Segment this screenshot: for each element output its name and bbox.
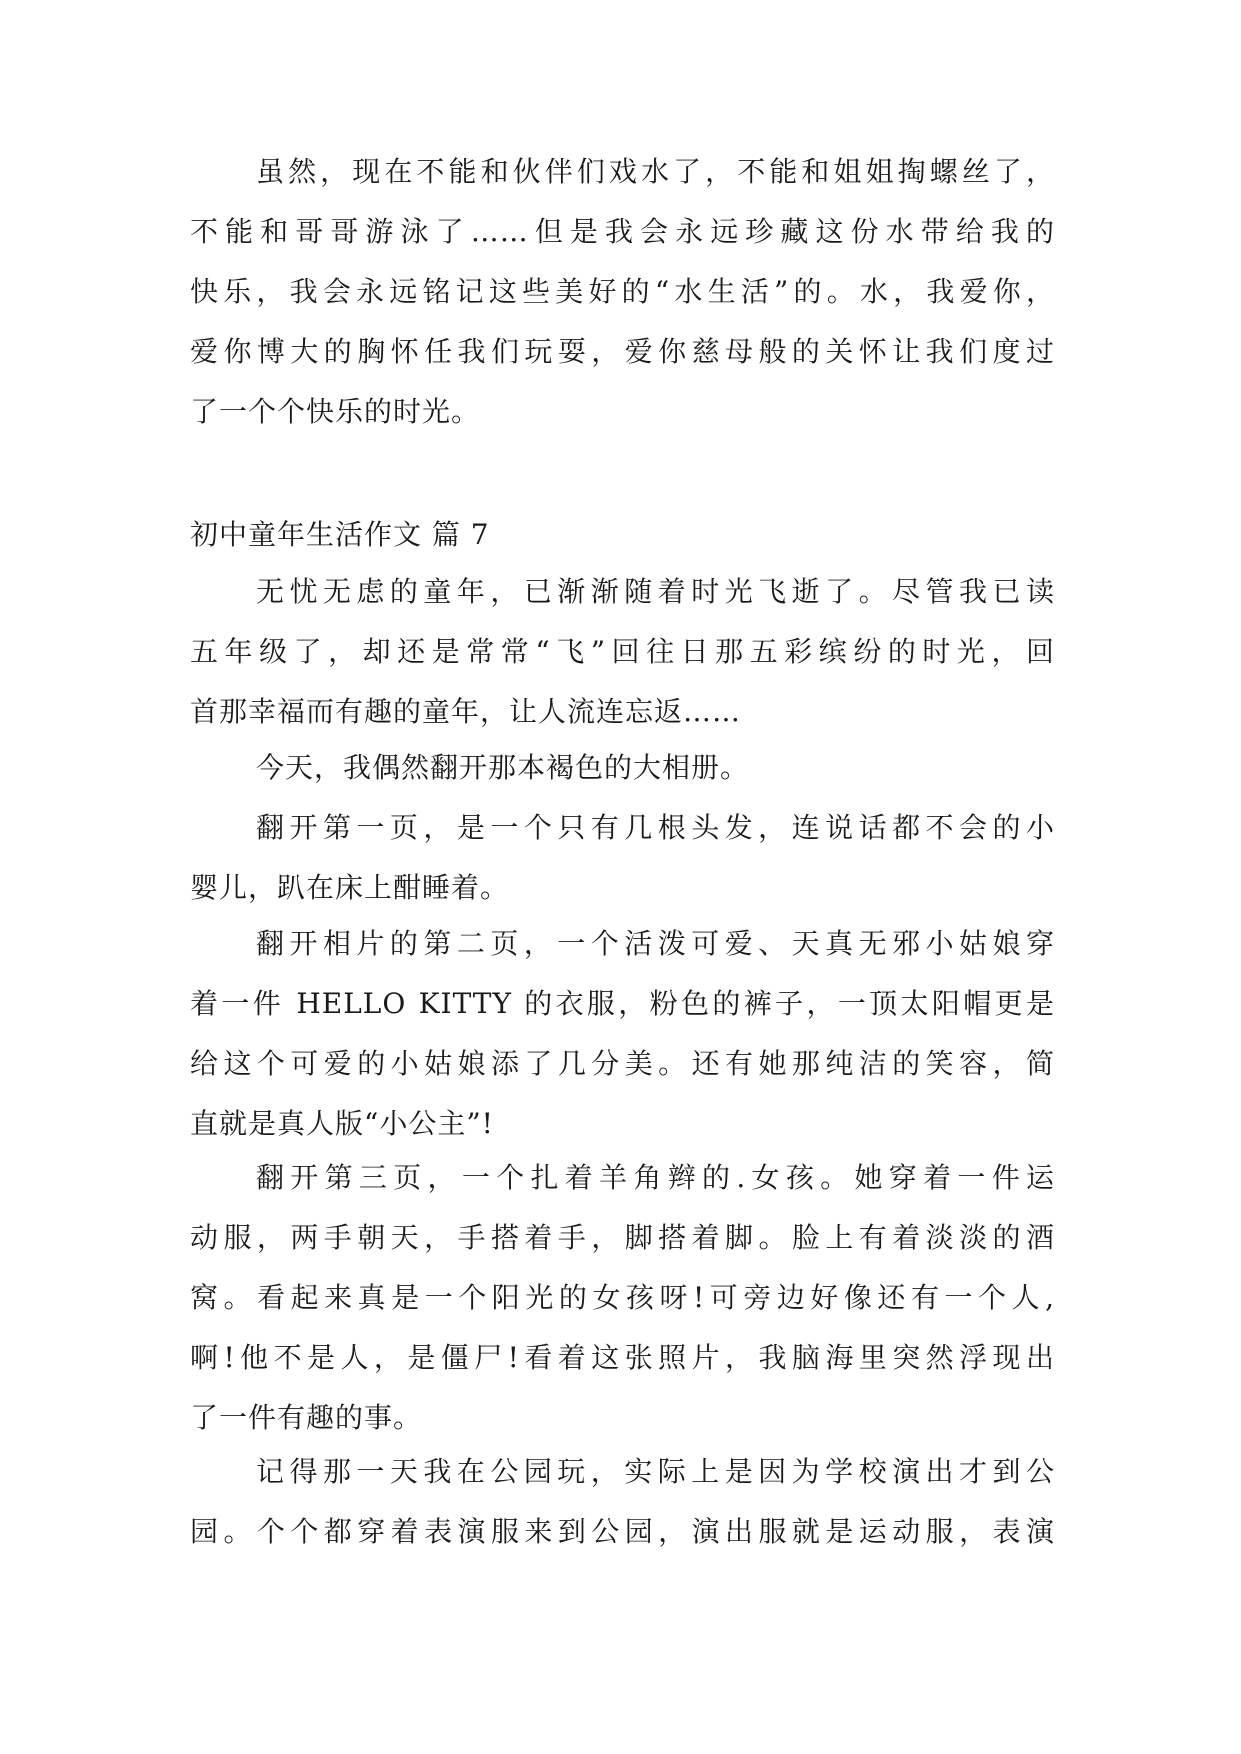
paragraph-2: [190, 738, 1055, 798]
text-line: 了一个个快乐的时光。: [190, 395, 481, 428]
text-line: 了一件有趣的事。: [190, 1401, 423, 1434]
section-title: 初中童年生活作文 篇 7: [190, 518, 490, 551]
text-line: 给这个可爱的小姑娘添了几分美。还有她那纯洁的笑容，简: [190, 1047, 1055, 1080]
text-line: 翻开第一页，是一个只有几根头发，连说话都不会的小: [256, 811, 1055, 844]
text-line: 首那幸福而有趣的童年，让人流连忘返……: [190, 695, 742, 728]
paragraph-4: [190, 914, 1055, 1154]
text-line: 爱你博大的胸怀任我们玩耍，爱你慈母般的关怀让我们度过: [190, 335, 1055, 368]
text-line: 翻开第三页，一个扎着羊角辫的.女孩。她穿着一件运: [256, 1161, 1055, 1194]
text-line: 快乐，我会永远铭记这些美好的“水生活”的。水，我爱你，: [190, 275, 1055, 308]
text-line: 今天，我偶然翻开那本褐色的大相册。: [256, 751, 750, 784]
text-line: 婴儿，趴在床上酣睡着。: [190, 871, 510, 904]
paragraph-3: [190, 798, 1055, 918]
text-line: 窝。看起来真是一个阳光的女孩呀!可旁边好像还有一个人,: [190, 1281, 1055, 1314]
intro-paragraph: [190, 142, 1055, 442]
paragraph-6: [190, 1442, 1055, 1562]
text-line: 动服，两手朝天，手搭着手，脚搭着脚。脸上有着淡淡的酒: [190, 1221, 1055, 1254]
text-line: 五年级了，却还是常常“飞”回往日那五彩缤纷的时光，回: [190, 635, 1055, 668]
text-line: 着一件 HELLO KITTY 的衣服，粉色的裤子，一顶太阳帽更是: [190, 987, 1055, 1020]
text-line: 翻开相片的第二页，一个活泼可爱、天真无邪小姑娘穿: [256, 927, 1055, 960]
text-line: 不能和哥哥游泳了……但是我会永远珍藏这份水带给我的: [190, 215, 1055, 248]
text-line: 记得那一天我在公园玩，实际上是因为学校演出才到公: [256, 1455, 1055, 1488]
text-line: 无忧无虑的童年，已渐渐随着时光飞逝了。尽管我已读: [256, 575, 1055, 608]
text-line: 直就是真人版“小公主”!: [190, 1107, 494, 1140]
paragraph-5: [190, 1148, 1055, 1448]
text-line: 园。个个都穿着表演服来到公园，演出服就是运动服，表演: [190, 1515, 1055, 1548]
text-line: 啊!他不是人，是僵尸!看着这张照片，我脑海里突然浮现出: [190, 1341, 1055, 1374]
paragraph-1: [190, 562, 1055, 742]
text-line: 虽然，现在不能和伙伴们戏水了，不能和姐姐掏螺丝了，: [256, 155, 1055, 188]
